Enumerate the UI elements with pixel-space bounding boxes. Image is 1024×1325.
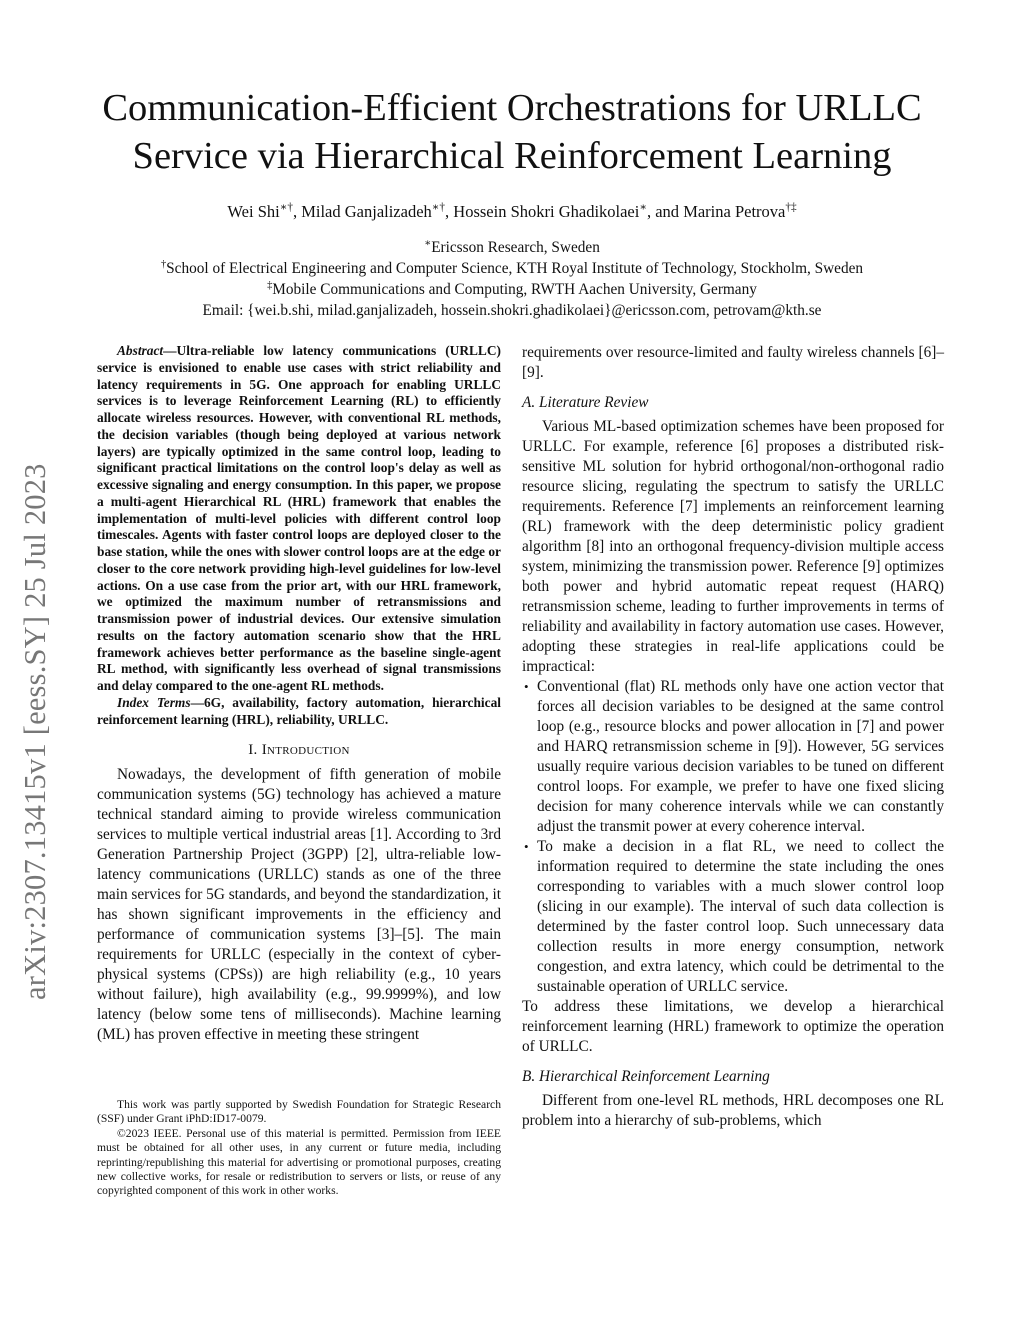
email-line: Email: {wei.b.shi, milad.ganjalizadeh, hossein.shokri.ghadikolaei}@ericsson.com, petrovam@kth.se [202,302,822,319]
author-list [40,201,984,223]
intro-paragraph-continued: requirements over resource-limited and faulty wireless channels [6]–[9]. [522,344,944,381]
subsection-heading-hrl: B. Hierarchical Reinforcement Learning [522,1068,770,1085]
abstract-label: Abstract [117,343,164,358]
copyright-footnote: ©2023 IEEE. Personal use of this material is permitted. Permission from IEEE must be obtained for all other uses, in any current or future media, including reprinting/republishing this material for advertising or promotional purposes, creating new collective works, for resale or redistribution to servers or lists, or reuse of any copyrighted component of this work in other works. [97,1126,501,1198]
funding-footnote: This work was partly supported by Swedish Foundation for Strategic Research (SSF) under Grant iPhD:ID17-0079. [97,1098,501,1126]
index-terms-text: —6G, availability, factory automation, hierarchical reinforcement learning (HRL), reliability, URLLC. [97,694,501,727]
affiliation-line: ‡Mobile Communications and Computing, RWTH Aachen University, Germany [267,279,757,298]
subsection-heading-literature-review: A. Literature Review [522,394,649,411]
author-marks: ∗ [639,201,647,214]
intro-paragraph: Nowadays, the development of fifth generation of mobile communication systems (5G) technology has achieved a mature technical standard aiming to provide wireless communication services to multiple vertical industrial areas [1]. According to 3rd Generation Partnership Project (3GPP) [2], ultra-reliable low-latency communications (URLLC) stands as one of the three main services for 5G standards, and beyond the standardization, it has shown significant improvements in the efficiency and performance of communication systems [3]–[5]. The main requirements for URLLC (especially in the context of cyber-physical systems (CPSs)) are high reliability (e.g., 10 years without failure), high availability (e.g., 99.9999%), and low latency (below some tens of milliseconds). Machine learning (ML) has proven effective in meeting these stringent [97,766,501,1044]
arxiv-identifier: arXiv:2307.13415v1 [eess.SY] 25 Jul 2023 [18,463,52,1000]
bullet-icon: • [524,839,529,854]
abstract [97,343,501,695]
author-separator: , and [646,202,684,221]
author-name: Wei Shi [227,202,280,221]
footnotes [97,1098,501,1199]
left-column [97,343,501,1045]
index-terms-label: Index Terms [117,694,191,710]
literature-paragraph: Various ML-based optimization schemes have been proposed for URLLC. For example, reference [6] proposes a distributed risk-sensitive ML solution for hybrid orthogonal/non-orthogonal radio resource slicing, regulating the spectrum to satisfy the URLLC requirements. Reference [7] implements an reinforcement learning (RL) framework with the deep deterministic policy gradient algorithm [8] into an orthogonal frequency-division multiple access system, minimizing the transmission power. Reference [9] optimizes both power and hybrid automatic repeat request (HARQ) retransmission scheme, leading to further improvements in terms of reliability and availability in factory automation use cases. However, adopting these strategies in real-life applications could be impractical: [522,418,944,675]
title-line-1: Communication-Efficient Orchestrations for URLLC [102,87,922,129]
index-terms [97,695,501,729]
affiliations [40,237,984,321]
author-marks: †‡ [785,201,797,214]
author-separator: , [445,202,454,221]
author-name: Marina Petrova [683,202,786,221]
section-heading-introduction: I. Introduction [248,742,350,759]
author-separator: , [292,202,302,221]
paper-title [40,84,984,180]
author-name: Milad Ganjalizadeh [301,202,432,221]
literature-paragraph-2: To address these limitations, we develop a hierarchical reinforcement learning (HRL) framework to optimize the operation of URLLC. [522,998,944,1055]
hrl-paragraph: Different from one-level RL methods, HRL decomposes one RL problem into a hierarchy of sub-problems, which [522,1092,944,1129]
limitations-list [522,677,944,997]
affiliation-mark: ‡ [267,279,273,291]
affiliation-line: †School of Electrical Engineering and Computer Science, KTH Royal Institute of Technology, Stockholm, Sweden [160,258,864,277]
bullet-icon: • [524,679,529,694]
author-marks: ∗† [279,201,293,214]
title-line-2: Service via Hierarchical Reinforcement Learning [132,135,892,177]
abstract-text: —Ultra-reliable low latency communications (URLLC) service is envisioned to enable use cases with strict reliability and latency requirements in 5G. One approach for enabling URLLC services is to leverage Reinforcement Learning (RL) to efficiently allocate wireless resources. However, with conventional RL methods, the decision variables (though being deployed at various network layers) are typically optimized in the same control loop, leading to significant practical limitations on the control loop's delay as well as excessive signaling and energy consumption. In this paper, we propose a multi-agent Hierarchical RL (HRL) framework that enables the implementation of multi-level policies with different control loop timescales. Agents with faster control loops are deployed closer to the base station, while the ones with slower control loops are at the edge or closer to the core network providing high-level guidelines for low-level actions. On a use case from the prior art, with our HRL framework, we optimized the maximum number of retransmissions and transmission power of industrial devices. Our extensive simulation results on the factory automation scenario show that the HRL framework achieves better performance as the baseline single-agent RL method, with significantly less overhead of signal transmissions and delay compared to the one-agent RL methods. [97,343,501,693]
author-marks: ∗† [431,201,446,214]
affiliation-mark: † [160,258,167,270]
list-item: • Conventional (flat) RL methods only have one action vector that forces all decision variables to be designed at the same control loop (e.g., resource blocks and power allocation in [7] and power and HARQ retransmission scheme in [9]). However, 5G services usually require various decision variables to be tuned on different control loops. For example, we prefer to have one fixed slicing decision for many coherence intervals while we can constantly adjust the transmit power at every coherence interval. [524,678,944,835]
author-name: Hossein Shokri Ghadikolaei [453,202,640,221]
affiliation-line: ∗Ericsson Research, Sweden [424,237,600,256]
right-column [522,343,944,1131]
list-item: • To make a decision in a flat RL, we need to collect the information required to determine the state including the ones corresponding to variables with a much slower control loop (slicing in our example). The interval of such data collection is determined by the faster control loop. Such unnecessary data collection results in more energy consumption, network congestion, and extra latency, which could be detrimental to the sustainable operation of URLLC service. [524,838,944,995]
affiliation-mark: ∗ [424,237,432,249]
